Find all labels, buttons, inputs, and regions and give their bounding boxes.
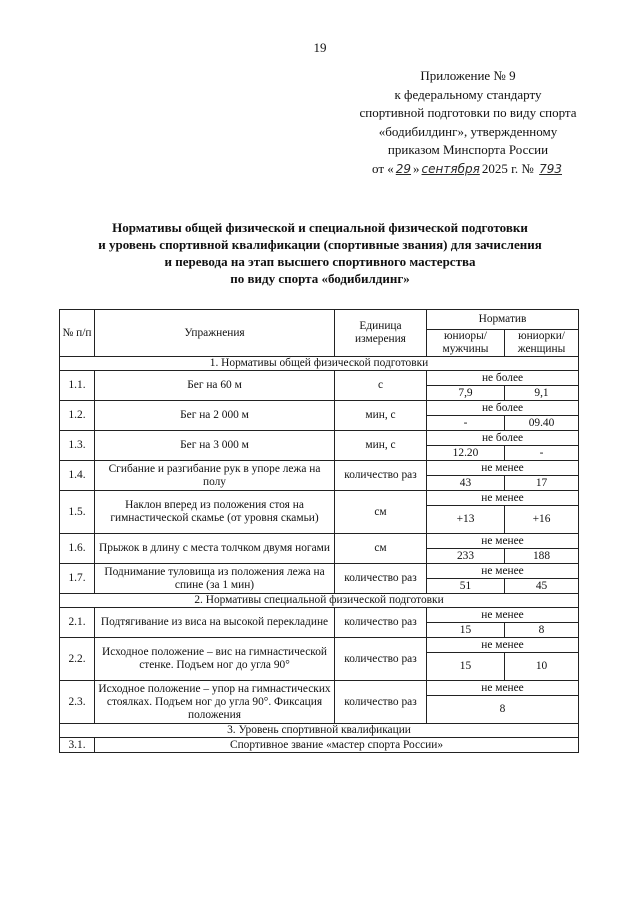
table-row	[60, 681, 579, 696]
row-unit: мин, с	[335, 401, 427, 431]
row-num: 1.2.	[60, 401, 95, 431]
value-women: 45	[505, 579, 579, 594]
row-qualifier: не более	[427, 431, 579, 446]
appendix-line: приказом Минспорта России	[387, 142, 549, 157]
header-exercise: Упражнения	[95, 310, 335, 357]
row-qualifier: не менее	[427, 564, 579, 579]
value-women: +16	[505, 506, 579, 534]
table-row	[60, 738, 579, 753]
value-men: 15	[427, 653, 505, 681]
table-row	[60, 564, 579, 579]
row-unit: количество раз	[335, 461, 427, 491]
row-unit: количество раз	[335, 608, 427, 638]
table-row	[60, 534, 579, 549]
row-num: 2.3.	[60, 681, 95, 724]
section-title: 3. Уровень спортивной квалификации	[60, 724, 579, 738]
value-men: 7,9	[427, 386, 505, 401]
header-juniors-women: юниорки/ женщины	[505, 330, 579, 357]
value-women: 188	[505, 549, 579, 564]
appendix-title: Приложение № 9	[420, 68, 516, 83]
header-num: № п/п	[60, 310, 95, 357]
section-row	[60, 357, 579, 371]
row-qualifier: не менее	[427, 638, 579, 653]
row-qualifier: не менее	[427, 461, 579, 476]
row-num: 1.6.	[60, 534, 95, 564]
document-title	[40, 219, 600, 287]
appendix-line: спортивной подготовки по виду спорта	[359, 105, 577, 120]
section-title: 2. Нормативы специальной физической подготовки	[60, 594, 579, 608]
date-prefix: от «	[371, 160, 394, 176]
row-exercise: Бег на 3 000 м	[95, 431, 335, 461]
appendix-date-line	[350, 160, 586, 179]
value-men: -	[427, 416, 505, 431]
row-num: 2.1.	[60, 608, 95, 638]
value-women: -	[505, 446, 579, 461]
value-men: 12.20	[427, 446, 505, 461]
page-number: 19	[313, 40, 327, 55]
row-unit: см	[335, 491, 427, 534]
date-mid: »	[413, 160, 420, 176]
handwritten-day: 29	[395, 161, 412, 176]
row-exercise: Поднимание туловища из положения лежа на спине (за 1 мин)	[95, 564, 335, 594]
row-qualifier: не менее	[427, 681, 579, 696]
row-exercise: Наклон вперед из положения стоя на гимнастической скамье (от уровня скамьи)	[95, 491, 335, 534]
table-row	[60, 638, 579, 653]
row-exercise: Сгибание и разгибание рук в упоре лежа на полу	[95, 461, 335, 491]
appendix-line: «бодибилдинг», утвержденному	[378, 123, 558, 139]
table-row	[60, 608, 579, 623]
value-women: 10	[505, 653, 579, 681]
row-qualifier: не менее	[427, 534, 579, 549]
value-men: 43	[427, 476, 505, 491]
title-line: Нормативы общей физической и специальной физической подготовки	[112, 220, 528, 235]
value-women: 8	[505, 623, 579, 638]
row-num: 1.7.	[60, 564, 95, 594]
value-combined: 8	[427, 696, 579, 724]
row-unit: количество раз	[335, 564, 427, 594]
title-line: по виду спорта «бодибилдинг»	[230, 271, 410, 286]
title-line: и уровень спортивной квалификации (спортивные звания) для зачисления	[98, 237, 542, 252]
table-row	[60, 371, 579, 386]
row-exercise: Бег на 2 000 м	[95, 401, 335, 431]
row-num: 1.3.	[60, 431, 95, 461]
handwritten-number: 793	[539, 161, 562, 176]
row-qualifier: не более	[427, 401, 579, 416]
section-row	[60, 724, 579, 738]
header-unit: Единица измерения	[335, 310, 427, 357]
handwritten-month: сентября	[421, 161, 480, 176]
row-qualifier: не менее	[427, 491, 579, 506]
appendix-line: к федеральному стандарту	[394, 86, 542, 102]
table-row	[60, 431, 579, 446]
value-men: +13	[427, 506, 505, 534]
table-row	[60, 401, 579, 416]
row-num: 3.1.	[60, 738, 95, 753]
row-exercise: Бег на 60 м	[95, 371, 335, 401]
title-line: и перевода на этап высшего спортивного мастерства	[164, 254, 476, 269]
row-unit: с	[335, 371, 427, 401]
norms-table	[59, 309, 579, 753]
table-row	[60, 491, 579, 506]
row-exercise: Подтягивание из виса на высокой перекладине	[95, 608, 335, 638]
value-men: 51	[427, 579, 505, 594]
table-row	[60, 461, 579, 476]
header-juniors-men: юниоры/ мужчины	[427, 330, 505, 357]
row-num: 1.1.	[60, 371, 95, 401]
row-num: 2.2.	[60, 638, 95, 681]
section-title: 1. Нормативы общей физической подготовки	[60, 357, 579, 371]
header-row	[60, 310, 579, 330]
row-unit: количество раз	[335, 638, 427, 681]
row-qualifier: не более	[427, 371, 579, 386]
row-unit: количество раз	[335, 681, 427, 724]
row-qualifier: не менее	[427, 608, 579, 623]
value-men: 233	[427, 549, 505, 564]
date-year: 2025 г. №	[481, 160, 534, 176]
appendix-block	[350, 67, 586, 178]
value-women: 17	[505, 476, 579, 491]
row-qualification: Спортивное звание «мастер спорта России»	[95, 738, 579, 753]
value-men: 15	[427, 623, 505, 638]
value-women: 9,1	[505, 386, 579, 401]
row-exercise: Прыжок в длину с места толчком двумя ногами	[95, 534, 335, 564]
value-women: 09.40	[505, 416, 579, 431]
row-num: 1.4.	[60, 461, 95, 491]
section-row	[60, 594, 579, 608]
row-num: 1.5.	[60, 491, 95, 534]
row-exercise: Исходное положение – вис на гимнастической стенке. Подъем ног до угла 90°	[95, 638, 335, 681]
header-norm: Норматив	[427, 310, 579, 330]
row-exercise: Исходное положение – упор на гимнастических стоялках. Подъем ног до угла 90°. Фиксация положения	[95, 681, 335, 724]
row-unit: мин, с	[335, 431, 427, 461]
row-unit: см	[335, 534, 427, 564]
